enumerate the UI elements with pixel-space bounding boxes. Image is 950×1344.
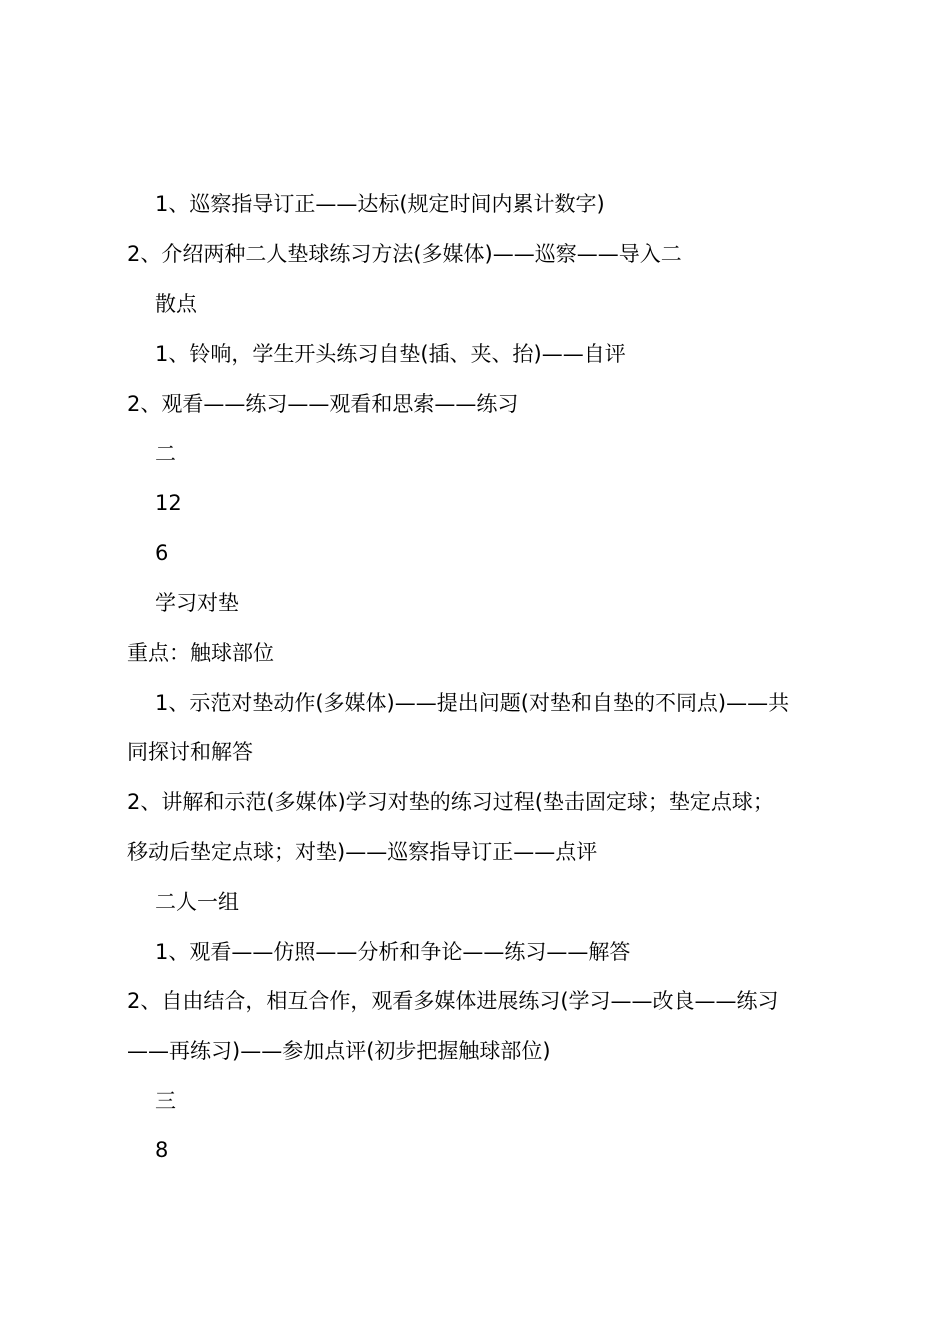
text-line: 8 (155, 1138, 169, 1162)
text-line: 散点 (155, 292, 197, 316)
text-line: 12 (155, 491, 182, 515)
text-line: 三 (155, 1089, 176, 1113)
text-line: 重点：触球部位 (127, 641, 274, 665)
text-line: 同探讨和解答 (127, 740, 253, 764)
text-line: 移动后垫定点球；对垫)——巡察指导订正——点评 (127, 840, 598, 864)
text-line: 2、介绍两种二人垫球练习方法(多媒体)——巡察——导入二 (127, 242, 682, 266)
text-line: 1、观看——仿照——分析和争论——练习——解答 (155, 940, 631, 964)
text-line: ——再练习)——参加点评(初步把握触球部位) (127, 1039, 551, 1063)
text-line: 2、观看——练习——观看和思索——练习 (127, 392, 519, 416)
text-line: 1、铃响，学生开头练习自垫(插、夹、抬)——自评 (155, 342, 626, 366)
text-line: 二 (155, 442, 176, 466)
text-line: 6 (155, 541, 169, 565)
text-line: 二人一组 (155, 890, 239, 914)
text-line: 2、讲解和示范(多媒体)学习对垫的练习过程(垫击固定球；垫定点球； (127, 790, 774, 814)
text-line: 学习对垫 (155, 591, 239, 615)
text-line: 2、自由结合，相互合作，观看多媒体进展练习(学习——改良——练习 (127, 989, 779, 1013)
text-line: 1、示范对垫动作(多媒体)——提出问题(对垫和自垫的不同点)——共 (155, 691, 790, 715)
text-line: 1、巡察指导订正——达标(规定时间内累计数字) (155, 192, 605, 216)
